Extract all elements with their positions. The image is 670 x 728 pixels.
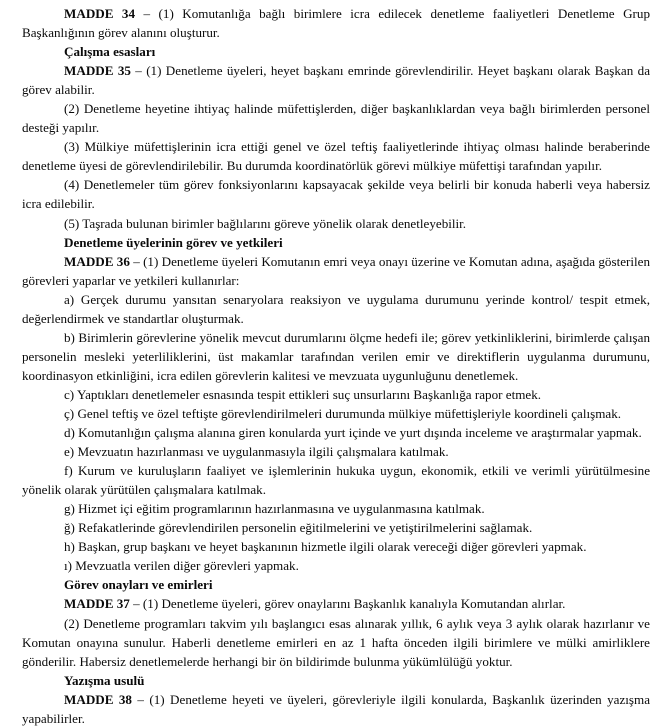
article-text: (1) Denetleme üyeleri Komutanın emri veya onayı üzerine ve Komutan adına, aşağıda gösterilen görevleri yaparlar ve yetkileri kullanırlar: [22,253,651,288]
section-heading: Yazışma usulü [64,672,145,688]
list-item: d) Komutanlığın çalışma alanına giren konularda yurt içinde ve yurt dışında inceleme ve araştırmalar yapmak. [64,425,642,441]
article-text: (1) Denetleme heyeti ve üyeleri, görevleriyle ilgili konularda, Başkanlık üzerinden yazışma yapabilirler. [22,691,651,726]
article-number: MADDE 38 [64,691,132,707]
article-paragraph [22,252,650,290]
list-item: a) Gerçek durumu yansıtan senaryolara reaksiyon ve uygulama durumunu yerinde kontrol/ tespit etmek, değerlendirmek ve standartlar oluşturmak. [22,291,650,326]
list-item: b) Birimlerin görevlerine yönelik mevcut durumlarını ölçme hedefi ile; görev yetkinliklerini, birimlerde çalışan personelin mesleki yeterliliklerini, üst makamlar tarafından verilen emir ve direktiflerin uygulanma durumunu, koordinasyon etkinliğini, icra edilen görevlerin kalitesi ve mevzuata uygunluğunu denetlemek. [22,329,650,383]
section-heading: Denetleme üyelerinin görev ve yetkileri [64,234,283,250]
article-text: (1) Komutanlığa bağlı birimlere icra edilecek denetleme faaliyetleri Denetleme Grup Başkanlığının görev alanını oluşturur. [22,6,651,41]
numbered-paragraph: (2) Denetleme heyetine ihtiyaç halinde müfettişlerden, diğer başkanlıklardan veya bağlı birimlerden personel desteği yapılır. [22,101,650,136]
article-number: MADDE 35 [64,63,131,79]
article-dash: – [131,691,150,707]
article-number: MADDE 37 [64,596,130,612]
numbered-paragraph: (4) Denetlemeler tüm görev fonksiyonlarını kapsayacak şekilde veya belirli bir konuda haberli veya habersiz icra edilebilir. [22,177,650,212]
article-paragraph [22,61,650,99]
list-item: g) Hizmet içi eğitim programlarının hazırlanmasına ve uygulanmasına katılmak. [64,501,485,517]
article-dash: – [130,63,147,79]
list-item: f) Kurum ve kuruluşların faaliyet ve işlemlerinin hukuka uygun, ekonomik, etkili ve verimli yürütülmesine yönelik olarak yürütülen çalışmalara katılmak. [22,463,650,498]
article-paragraph [22,690,650,728]
article-paragraph [22,594,650,613]
article-text: (1) Denetleme üyeleri, görev onaylarını Başkanlık kanalıyla Komutandan alırlar. [142,596,566,612]
numbered-paragraph: (3) Mülkiye müfettişlerinin icra ettiği genel ve özel teftiş faaliyetlerinde ihtiyaç olması halinde beraberinde denetleme üyesi de görevlendirilebilir. Bu durumda koordinatörlük görevi mülkiye müfettişi tarafından yapılır. [22,139,650,174]
article-number: MADDE 34 [64,6,136,21]
article-dash: – [129,596,143,612]
section-heading: Çalışma esasları [64,44,156,60]
list-item: ı) Mevzuatla verilen diğer görevleri yapmak. [64,558,299,574]
list-item: ğ) Refakatlerinde görevlendirilen personelin eğitilmelerini ve yetiştirilmelerini sağlamak. [64,520,533,536]
section-heading: Görev onayları ve emirleri [64,577,213,593]
document-body [22,4,650,728]
list-item: c) Yaptıkları denetlemeler esnasında tespit ettikleri suç unsurlarını Başkanlığa rapor etmek. [64,386,542,402]
article-dash: – [129,253,144,269]
list-item: ç) Genel teftiş ve özel teftişte görevlendirilmeleri durumunda mülkiye müfettişleriyle koordineli çalışmak. [64,405,622,421]
article-paragraph [22,4,650,42]
article-dash: – [135,6,159,21]
article-text: (1) Denetleme üyeleri, heyet başkanı emrinde görevlendirilir. Heyet başkanı olarak Başkan da görev alabilir. [22,63,651,98]
list-item: h) Başkan, grup başkanı ve heyet başkanının hizmetle ilgili olarak vereceği diğer görevleri yapmak. [64,539,587,555]
article-number: MADDE 36 [64,253,130,269]
numbered-paragraph: (2) Denetleme programları takvim yılı başlangıcı esas alınarak yıllık, 6 aylık veya 3 aylık olarak hazırlanır ve Komutan onayına sunulur. Haberli denetleme emirleri en az 1 hafta önceden ilgili birimlere ve mülki amirliklere gönderilir. Habersiz denetlemelerde herhangi bir ön bildirimde bulunma yükümlülüğü yoktur. [22,615,650,669]
list-item: e) Mevzuatın hazırlanması ve uygulanmasıyla ilgili çalışmalara katılmak. [64,444,449,460]
numbered-paragraph: (5) Taşrada bulunan birimler bağlılarını göreve yönelik olarak denetleyebilir. [64,215,467,231]
